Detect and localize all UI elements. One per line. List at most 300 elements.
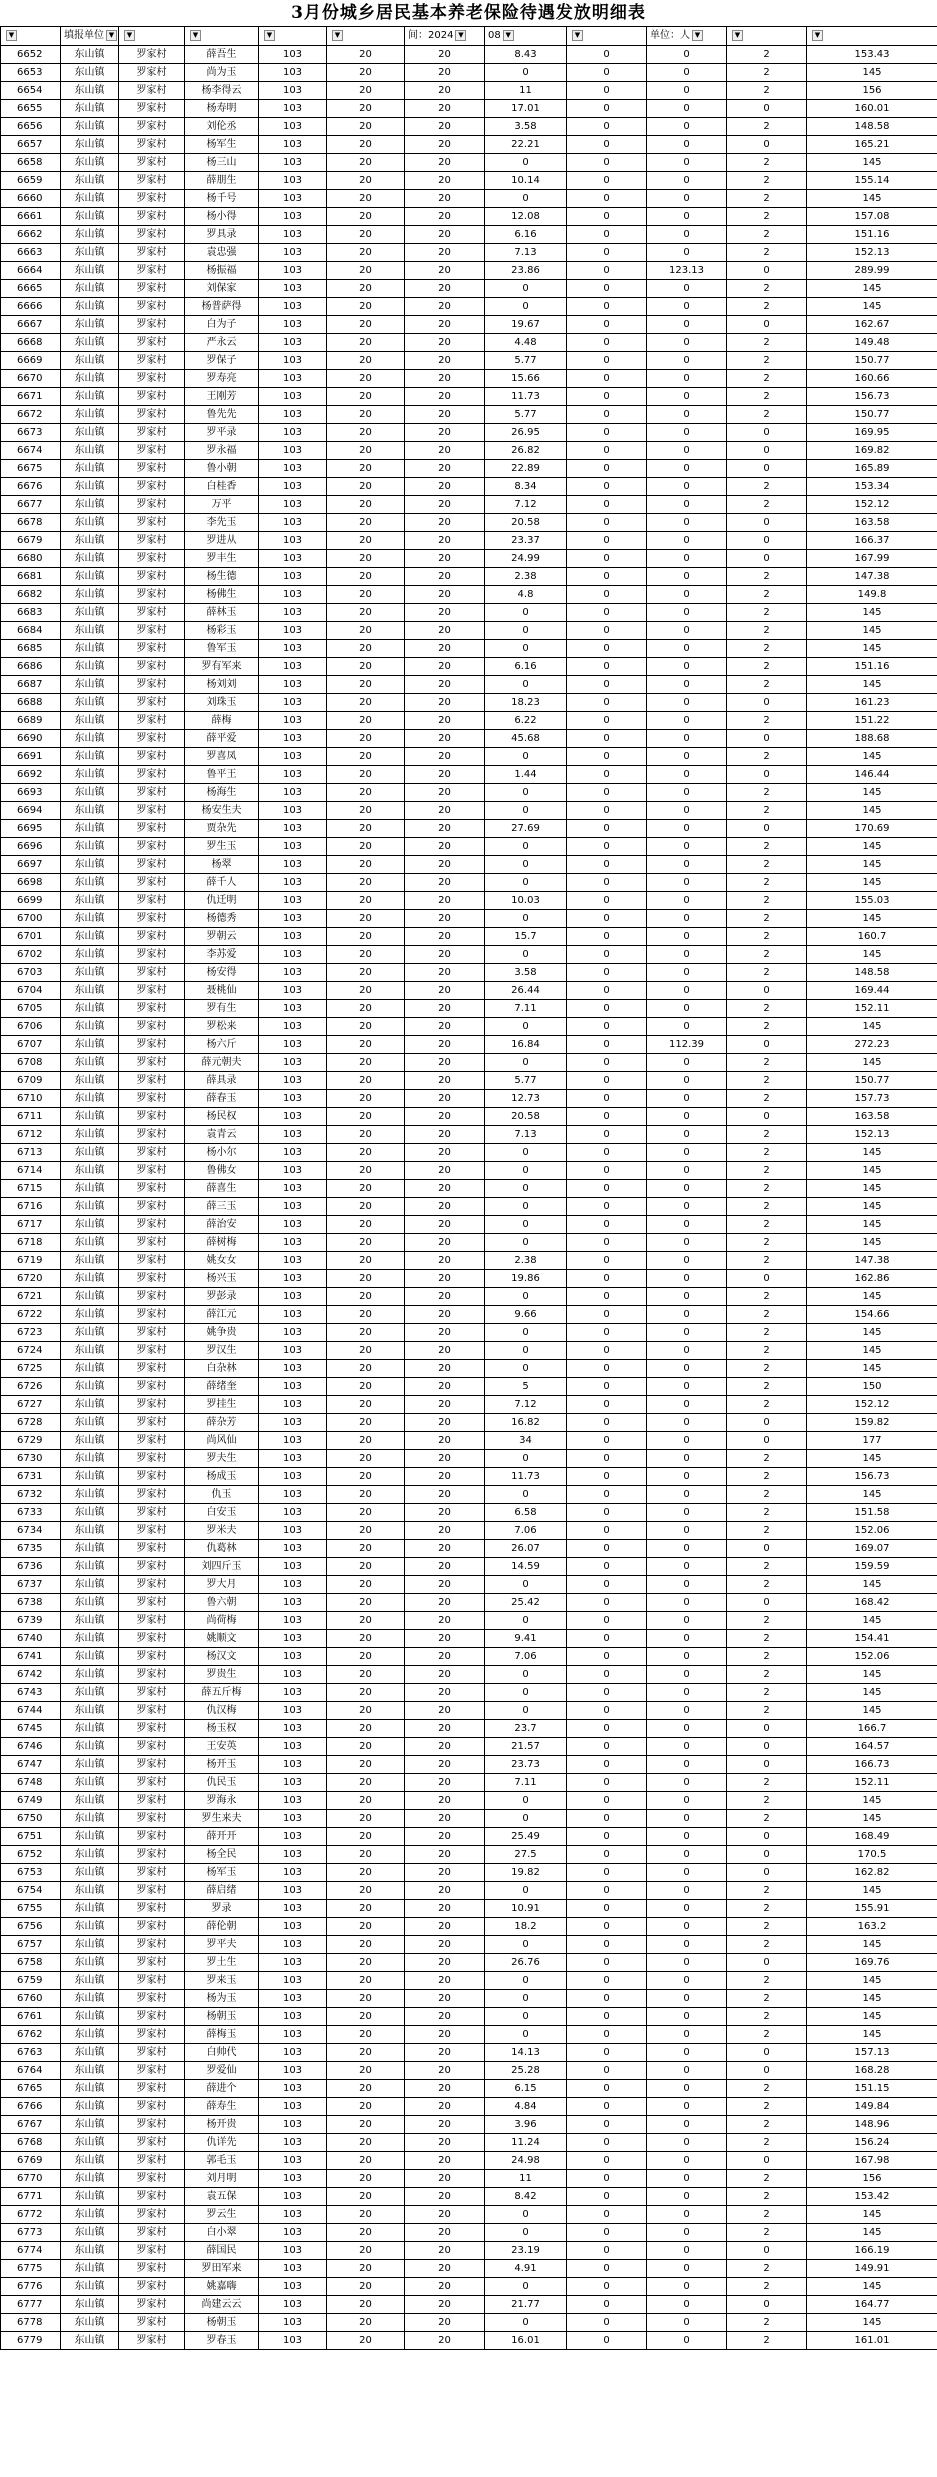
cell-personal-account[interactable]: 0 [485, 1180, 567, 1198]
cell-personal-account[interactable]: 0 [485, 1288, 567, 1306]
cell-base-pension[interactable]: 103 [259, 154, 327, 172]
cell-subsidy-b[interactable]: 20 [405, 1540, 485, 1558]
cell-allowance-a[interactable]: 0 [567, 2008, 647, 2026]
cell-allowance-c[interactable]: 2 [727, 748, 807, 766]
cell-allowance-a[interactable]: 0 [567, 1720, 647, 1738]
cell-base-pension[interactable]: 103 [259, 2098, 327, 2116]
cell-allowance-a[interactable]: 0 [567, 2080, 647, 2098]
cell-total-amount[interactable]: 145 [807, 190, 937, 208]
cell-allowance-c[interactable]: 0 [727, 262, 807, 280]
cell-subsidy-a[interactable]: 20 [327, 2008, 405, 2026]
cell-subsidy-b[interactable]: 20 [405, 154, 485, 172]
cell-subsidy-a[interactable]: 20 [327, 208, 405, 226]
cell-row-number[interactable]: 6759 [1, 1972, 61, 1990]
cell-total-amount[interactable]: 272.23 [807, 1036, 937, 1054]
cell-total-amount[interactable]: 168.28 [807, 2062, 937, 2080]
cell-subsidy-a[interactable]: 20 [327, 2062, 405, 2080]
cell-subsidy-a[interactable]: 20 [327, 1108, 405, 1126]
cell-subsidy-b[interactable]: 20 [405, 694, 485, 712]
cell-town[interactable]: 东山镇 [61, 478, 119, 496]
cell-person-name[interactable]: 罗云生 [185, 2206, 259, 2224]
cell-town[interactable]: 东山镇 [61, 64, 119, 82]
cell-allowance-a[interactable]: 0 [567, 1702, 647, 1720]
cell-subsidy-b[interactable]: 20 [405, 1954, 485, 1972]
cell-town[interactable]: 东山镇 [61, 1144, 119, 1162]
cell-allowance-a[interactable]: 0 [567, 2044, 647, 2062]
cell-town[interactable]: 东山镇 [61, 1756, 119, 1774]
cell-row-number[interactable]: 6715 [1, 1180, 61, 1198]
cell-subsidy-b[interactable]: 20 [405, 1936, 485, 1954]
cell-row-number[interactable]: 6732 [1, 1486, 61, 1504]
cell-subsidy-b[interactable]: 20 [405, 676, 485, 694]
cell-row-number[interactable]: 6735 [1, 1540, 61, 1558]
cell-village[interactable]: 罗家村 [119, 2188, 185, 2206]
cell-person-name[interactable]: 罗平夫 [185, 1936, 259, 1954]
cell-personal-account[interactable]: 0 [485, 1018, 567, 1036]
header-cell-3[interactable] [119, 27, 185, 46]
cell-allowance-b[interactable]: 0 [647, 190, 727, 208]
cell-subsidy-b[interactable]: 20 [405, 496, 485, 514]
cell-village[interactable]: 罗家村 [119, 1666, 185, 1684]
cell-subsidy-b[interactable]: 20 [405, 514, 485, 532]
cell-allowance-c[interactable]: 2 [727, 226, 807, 244]
cell-total-amount[interactable]: 145 [807, 838, 937, 856]
cell-person-name[interactable]: 仇葛林 [185, 1540, 259, 1558]
cell-allowance-b[interactable]: 0 [647, 2260, 727, 2278]
cell-town[interactable]: 东山镇 [61, 1684, 119, 1702]
cell-person-name[interactable]: 杨安得 [185, 964, 259, 982]
cell-allowance-a[interactable]: 0 [567, 2188, 647, 2206]
cell-total-amount[interactable]: 164.77 [807, 2296, 937, 2314]
cell-personal-account[interactable]: 12.08 [485, 208, 567, 226]
cell-allowance-a[interactable]: 0 [567, 514, 647, 532]
cell-subsidy-a[interactable]: 20 [327, 244, 405, 262]
cell-allowance-a[interactable]: 0 [567, 730, 647, 748]
cell-total-amount[interactable]: 145 [807, 1054, 937, 1072]
cell-town[interactable]: 东山镇 [61, 2242, 119, 2260]
cell-total-amount[interactable]: 146.44 [807, 766, 937, 784]
cell-subsidy-b[interactable]: 20 [405, 316, 485, 334]
cell-village[interactable]: 罗家村 [119, 1450, 185, 1468]
cell-subsidy-a[interactable]: 20 [327, 730, 405, 748]
cell-subsidy-b[interactable]: 20 [405, 1666, 485, 1684]
cell-base-pension[interactable]: 103 [259, 1108, 327, 1126]
cell-base-pension[interactable]: 103 [259, 1126, 327, 1144]
cell-allowance-b[interactable]: 0 [647, 1990, 727, 2008]
cell-subsidy-a[interactable]: 20 [327, 748, 405, 766]
cell-allowance-a[interactable]: 0 [567, 1450, 647, 1468]
cell-allowance-b[interactable]: 0 [647, 82, 727, 100]
cell-allowance-a[interactable]: 0 [567, 208, 647, 226]
cell-allowance-a[interactable]: 0 [567, 2134, 647, 2152]
cell-village[interactable]: 罗家村 [119, 676, 185, 694]
cell-allowance-a[interactable]: 0 [567, 424, 647, 442]
cell-person-name[interactable]: 杨佛生 [185, 586, 259, 604]
cell-allowance-c[interactable]: 0 [727, 1414, 807, 1432]
cell-person-name[interactable]: 杨三山 [185, 154, 259, 172]
cell-allowance-c[interactable]: 2 [727, 1972, 807, 1990]
cell-village[interactable]: 罗家村 [119, 2296, 185, 2314]
cell-subsidy-a[interactable]: 20 [327, 1234, 405, 1252]
cell-allowance-b[interactable]: 0 [647, 514, 727, 532]
cell-subsidy-b[interactable]: 20 [405, 1198, 485, 1216]
cell-base-pension[interactable]: 103 [259, 658, 327, 676]
cell-personal-account[interactable]: 15.66 [485, 370, 567, 388]
cell-allowance-b[interactable]: 0 [647, 748, 727, 766]
cell-row-number[interactable]: 6679 [1, 532, 61, 550]
cell-row-number[interactable]: 6738 [1, 1594, 61, 1612]
cell-town[interactable]: 东山镇 [61, 568, 119, 586]
cell-personal-account[interactable]: 25.28 [485, 2062, 567, 2080]
cell-person-name[interactable]: 杨小得 [185, 208, 259, 226]
filter-dropdown-icon[interactable]: ▼ [572, 30, 583, 41]
cell-total-amount[interactable]: 147.38 [807, 568, 937, 586]
cell-allowance-a[interactable]: 0 [567, 334, 647, 352]
cell-village[interactable]: 罗家村 [119, 1864, 185, 1882]
cell-personal-account[interactable]: 0 [485, 1882, 567, 1900]
cell-allowance-c[interactable]: 2 [727, 1684, 807, 1702]
cell-allowance-a[interactable]: 0 [567, 1756, 647, 1774]
cell-personal-account[interactable]: 0 [485, 910, 567, 928]
cell-person-name[interactable]: 薛吾生 [185, 46, 259, 64]
cell-town[interactable]: 东山镇 [61, 154, 119, 172]
cell-subsidy-a[interactable]: 20 [327, 1396, 405, 1414]
cell-personal-account[interactable]: 15.7 [485, 928, 567, 946]
cell-base-pension[interactable]: 103 [259, 1468, 327, 1486]
cell-person-name[interactable]: 王安英 [185, 1738, 259, 1756]
cell-allowance-b[interactable]: 0 [647, 370, 727, 388]
cell-person-name[interactable]: 罗海永 [185, 1792, 259, 1810]
cell-allowance-a[interactable]: 0 [567, 1468, 647, 1486]
cell-subsidy-b[interactable]: 20 [405, 604, 485, 622]
cell-town[interactable]: 东山镇 [61, 100, 119, 118]
cell-subsidy-b[interactable]: 20 [405, 2116, 485, 2134]
cell-allowance-c[interactable]: 2 [727, 2332, 807, 2350]
cell-allowance-c[interactable]: 0 [727, 1846, 807, 1864]
cell-subsidy-b[interactable]: 20 [405, 838, 485, 856]
cell-person-name[interactable]: 鲁平王 [185, 766, 259, 784]
cell-personal-account[interactable]: 0 [485, 1324, 567, 1342]
cell-allowance-a[interactable]: 0 [567, 1540, 647, 1558]
cell-personal-account[interactable]: 0 [485, 856, 567, 874]
cell-total-amount[interactable]: 145 [807, 1162, 937, 1180]
cell-subsidy-a[interactable]: 20 [327, 190, 405, 208]
cell-row-number[interactable]: 6752 [1, 1846, 61, 1864]
cell-personal-account[interactable]: 6.16 [485, 226, 567, 244]
cell-person-name[interactable]: 薛具录 [185, 1072, 259, 1090]
cell-allowance-a[interactable]: 0 [567, 46, 647, 64]
cell-village[interactable]: 罗家村 [119, 2008, 185, 2026]
cell-subsidy-b[interactable]: 20 [405, 172, 485, 190]
cell-person-name[interactable]: 尚建云云 [185, 2296, 259, 2314]
cell-allowance-b[interactable]: 0 [647, 730, 727, 748]
cell-allowance-b[interactable]: 0 [647, 496, 727, 514]
cell-allowance-a[interactable]: 0 [567, 1648, 647, 1666]
cell-total-amount[interactable]: 145 [807, 748, 937, 766]
cell-total-amount[interactable]: 145 [807, 2026, 937, 2044]
cell-allowance-c[interactable]: 0 [727, 1036, 807, 1054]
cell-village[interactable]: 罗家村 [119, 1882, 185, 1900]
cell-base-pension[interactable]: 103 [259, 1396, 327, 1414]
header-cell-7[interactable] [405, 27, 485, 46]
cell-subsidy-b[interactable]: 20 [405, 2332, 485, 2350]
cell-subsidy-a[interactable]: 20 [327, 298, 405, 316]
cell-allowance-b[interactable]: 0 [647, 1630, 727, 1648]
cell-allowance-a[interactable]: 0 [567, 874, 647, 892]
cell-town[interactable]: 东山镇 [61, 2170, 119, 2188]
cell-subsidy-a[interactable]: 20 [327, 676, 405, 694]
cell-allowance-b[interactable]: 0 [647, 1216, 727, 1234]
cell-allowance-a[interactable]: 0 [567, 1360, 647, 1378]
cell-person-name[interactable]: 杨振福 [185, 262, 259, 280]
cell-town[interactable]: 东山镇 [61, 1612, 119, 1630]
cell-subsidy-a[interactable]: 20 [327, 2260, 405, 2278]
cell-personal-account[interactable]: 8.34 [485, 478, 567, 496]
cell-village[interactable]: 罗家村 [119, 2224, 185, 2242]
cell-row-number[interactable]: 6743 [1, 1684, 61, 1702]
cell-subsidy-a[interactable]: 20 [327, 1198, 405, 1216]
cell-allowance-b[interactable]: 0 [647, 298, 727, 316]
cell-town[interactable]: 东山镇 [61, 856, 119, 874]
cell-subsidy-a[interactable]: 20 [327, 2314, 405, 2332]
cell-allowance-c[interactable]: 2 [727, 2314, 807, 2332]
cell-town[interactable]: 东山镇 [61, 1324, 119, 1342]
cell-allowance-c[interactable]: 2 [727, 1180, 807, 1198]
cell-base-pension[interactable]: 103 [259, 964, 327, 982]
cell-allowance-b[interactable]: 0 [647, 1774, 727, 1792]
cell-subsidy-b[interactable]: 20 [405, 1738, 485, 1756]
cell-row-number[interactable]: 6749 [1, 1792, 61, 1810]
cell-base-pension[interactable]: 103 [259, 208, 327, 226]
cell-base-pension[interactable]: 103 [259, 766, 327, 784]
cell-base-pension[interactable]: 103 [259, 1540, 327, 1558]
cell-allowance-b[interactable]: 0 [647, 1486, 727, 1504]
cell-row-number[interactable]: 6721 [1, 1288, 61, 1306]
cell-row-number[interactable]: 6739 [1, 1612, 61, 1630]
cell-subsidy-b[interactable]: 20 [405, 2188, 485, 2206]
cell-allowance-b[interactable]: 0 [647, 208, 727, 226]
cell-allowance-b[interactable]: 0 [647, 1252, 727, 1270]
header-cell-9[interactable] [567, 27, 647, 46]
cell-village[interactable]: 罗家村 [119, 1180, 185, 1198]
cell-allowance-a[interactable]: 0 [567, 2332, 647, 2350]
cell-base-pension[interactable]: 103 [259, 2224, 327, 2242]
cell-allowance-c[interactable]: 2 [727, 1792, 807, 1810]
cell-village[interactable]: 罗家村 [119, 2080, 185, 2098]
cell-subsidy-a[interactable]: 20 [327, 2152, 405, 2170]
cell-allowance-c[interactable]: 2 [727, 64, 807, 82]
cell-person-name[interactable]: 白帅代 [185, 2044, 259, 2062]
cell-allowance-c[interactable]: 2 [727, 1252, 807, 1270]
cell-allowance-c[interactable]: 2 [727, 2008, 807, 2026]
cell-row-number[interactable]: 6683 [1, 604, 61, 622]
cell-person-name[interactable]: 罗汉生 [185, 1342, 259, 1360]
cell-allowance-c[interactable]: 0 [727, 2296, 807, 2314]
cell-allowance-b[interactable]: 0 [647, 1396, 727, 1414]
cell-town[interactable]: 东山镇 [61, 244, 119, 262]
cell-subsidy-a[interactable]: 20 [327, 2206, 405, 2224]
cell-personal-account[interactable]: 3.96 [485, 2116, 567, 2134]
cell-person-name[interactable]: 薛启绪 [185, 1882, 259, 1900]
cell-total-amount[interactable]: 156 [807, 2170, 937, 2188]
cell-subsidy-b[interactable]: 20 [405, 640, 485, 658]
cell-person-name[interactable]: 罗来玉 [185, 1972, 259, 1990]
cell-allowance-a[interactable]: 0 [567, 748, 647, 766]
cell-allowance-a[interactable]: 0 [567, 676, 647, 694]
cell-person-name[interactable]: 杨生德 [185, 568, 259, 586]
cell-row-number[interactable]: 6762 [1, 2026, 61, 2044]
cell-subsidy-a[interactable]: 20 [327, 1936, 405, 1954]
cell-subsidy-b[interactable]: 20 [405, 1630, 485, 1648]
cell-person-name[interactable]: 罗生来夫 [185, 1810, 259, 1828]
cell-allowance-b[interactable]: 0 [647, 1342, 727, 1360]
cell-subsidy-a[interactable]: 20 [327, 1900, 405, 1918]
cell-personal-account[interactable]: 7.12 [485, 496, 567, 514]
cell-person-name[interactable]: 罗具录 [185, 226, 259, 244]
cell-town[interactable]: 东山镇 [61, 550, 119, 568]
cell-allowance-a[interactable]: 0 [567, 496, 647, 514]
cell-allowance-c[interactable]: 0 [727, 1108, 807, 1126]
cell-town[interactable]: 东山镇 [61, 514, 119, 532]
cell-person-name[interactable]: 杨军玉 [185, 1864, 259, 1882]
cell-subsidy-b[interactable]: 20 [405, 1756, 485, 1774]
cell-town[interactable]: 东山镇 [61, 766, 119, 784]
cell-total-amount[interactable]: 151.22 [807, 712, 937, 730]
cell-allowance-c[interactable]: 2 [727, 154, 807, 172]
cell-allowance-c[interactable]: 0 [727, 730, 807, 748]
cell-subsidy-b[interactable]: 20 [405, 1252, 485, 1270]
cell-row-number[interactable]: 6730 [1, 1450, 61, 1468]
cell-row-number[interactable]: 6741 [1, 1648, 61, 1666]
cell-town[interactable]: 东山镇 [61, 1522, 119, 1540]
cell-base-pension[interactable]: 103 [259, 1000, 327, 1018]
cell-subsidy-a[interactable]: 20 [327, 442, 405, 460]
cell-base-pension[interactable]: 103 [259, 460, 327, 478]
cell-total-amount[interactable]: 157.08 [807, 208, 937, 226]
cell-total-amount[interactable]: 145 [807, 1342, 937, 1360]
cell-person-name[interactable]: 罗寿亮 [185, 370, 259, 388]
cell-subsidy-b[interactable]: 20 [405, 2314, 485, 2332]
cell-allowance-a[interactable]: 0 [567, 766, 647, 784]
cell-personal-account[interactable]: 23.19 [485, 2242, 567, 2260]
cell-person-name[interactable]: 薛进个 [185, 2080, 259, 2098]
cell-village[interactable]: 罗家村 [119, 1828, 185, 1846]
cell-village[interactable]: 罗家村 [119, 568, 185, 586]
cell-village[interactable]: 罗家村 [119, 280, 185, 298]
cell-subsidy-b[interactable]: 20 [405, 1594, 485, 1612]
cell-personal-account[interactable]: 23.37 [485, 532, 567, 550]
cell-town[interactable]: 东山镇 [61, 802, 119, 820]
cell-subsidy-a[interactable]: 20 [327, 694, 405, 712]
cell-person-name[interactable]: 李苏爱 [185, 946, 259, 964]
cell-total-amount[interactable]: 152.13 [807, 244, 937, 262]
cell-subsidy-b[interactable]: 20 [405, 2062, 485, 2080]
cell-person-name[interactable]: 薛千人 [185, 874, 259, 892]
cell-subsidy-b[interactable]: 20 [405, 1774, 485, 1792]
cell-village[interactable]: 罗家村 [119, 1846, 185, 1864]
cell-row-number[interactable]: 6733 [1, 1504, 61, 1522]
cell-base-pension[interactable]: 103 [259, 334, 327, 352]
cell-row-number[interactable]: 6653 [1, 64, 61, 82]
cell-village[interactable]: 罗家村 [119, 1468, 185, 1486]
cell-person-name[interactable]: 仇迁明 [185, 892, 259, 910]
cell-village[interactable]: 罗家村 [119, 100, 185, 118]
cell-total-amount[interactable]: 159.59 [807, 1558, 937, 1576]
cell-allowance-c[interactable]: 0 [727, 1738, 807, 1756]
cell-base-pension[interactable]: 103 [259, 586, 327, 604]
cell-total-amount[interactable]: 170.5 [807, 1846, 937, 1864]
cell-allowance-c[interactable]: 2 [727, 802, 807, 820]
cell-personal-account[interactable]: 10.91 [485, 1900, 567, 1918]
cell-village[interactable]: 罗家村 [119, 1990, 185, 2008]
cell-total-amount[interactable]: 161.01 [807, 2332, 937, 2350]
cell-personal-account[interactable]: 7.13 [485, 1126, 567, 1144]
cell-row-number[interactable]: 6668 [1, 334, 61, 352]
cell-person-name[interactable]: 袁五保 [185, 2188, 259, 2206]
cell-allowance-a[interactable]: 0 [567, 1432, 647, 1450]
cell-subsidy-b[interactable]: 20 [405, 388, 485, 406]
cell-base-pension[interactable]: 103 [259, 1648, 327, 1666]
cell-allowance-a[interactable]: 0 [567, 910, 647, 928]
cell-subsidy-a[interactable]: 20 [327, 1792, 405, 1810]
cell-allowance-c[interactable]: 2 [727, 946, 807, 964]
cell-base-pension[interactable]: 103 [259, 1774, 327, 1792]
cell-town[interactable]: 东山镇 [61, 1108, 119, 1126]
cell-allowance-c[interactable]: 2 [727, 1072, 807, 1090]
cell-person-name[interactable]: 仇民玉 [185, 1774, 259, 1792]
cell-allowance-c[interactable]: 2 [727, 910, 807, 928]
cell-allowance-a[interactable]: 0 [567, 2098, 647, 2116]
cell-town[interactable]: 东山镇 [61, 586, 119, 604]
cell-allowance-b[interactable]: 0 [647, 1198, 727, 1216]
cell-allowance-a[interactable]: 0 [567, 712, 647, 730]
cell-town[interactable]: 东山镇 [61, 1090, 119, 1108]
cell-town[interactable]: 东山镇 [61, 1270, 119, 1288]
cell-total-amount[interactable]: 153.42 [807, 2188, 937, 2206]
cell-personal-account[interactable]: 0 [485, 2314, 567, 2332]
cell-town[interactable]: 东山镇 [61, 1774, 119, 1792]
cell-subsidy-b[interactable]: 20 [405, 1810, 485, 1828]
cell-allowance-b[interactable]: 0 [647, 1414, 727, 1432]
cell-allowance-c[interactable]: 0 [727, 2242, 807, 2260]
cell-subsidy-b[interactable]: 20 [405, 1036, 485, 1054]
cell-allowance-c[interactable]: 0 [727, 1828, 807, 1846]
cell-subsidy-a[interactable]: 20 [327, 2224, 405, 2242]
cell-subsidy-b[interactable]: 20 [405, 982, 485, 1000]
cell-total-amount[interactable]: 145 [807, 1972, 937, 1990]
cell-subsidy-a[interactable]: 20 [327, 1468, 405, 1486]
cell-allowance-a[interactable]: 0 [567, 604, 647, 622]
cell-total-amount[interactable]: 145 [807, 1180, 937, 1198]
cell-personal-account[interactable]: 0 [485, 1576, 567, 1594]
cell-allowance-b[interactable]: 0 [647, 604, 727, 622]
cell-subsidy-a[interactable]: 20 [327, 892, 405, 910]
cell-allowance-c[interactable]: 0 [727, 982, 807, 1000]
cell-personal-account[interactable]: 0 [485, 280, 567, 298]
cell-subsidy-b[interactable]: 20 [405, 2152, 485, 2170]
cell-row-number[interactable]: 6722 [1, 1306, 61, 1324]
cell-town[interactable]: 东山镇 [61, 2026, 119, 2044]
cell-town[interactable]: 东山镇 [61, 1936, 119, 1954]
cell-base-pension[interactable]: 103 [259, 1090, 327, 1108]
cell-person-name[interactable]: 杨李得云 [185, 82, 259, 100]
cell-base-pension[interactable]: 103 [259, 280, 327, 298]
cell-subsidy-b[interactable]: 20 [405, 1648, 485, 1666]
cell-total-amount[interactable]: 152.06 [807, 1648, 937, 1666]
cell-base-pension[interactable]: 103 [259, 1450, 327, 1468]
cell-town[interactable]: 东山镇 [61, 604, 119, 622]
cell-allowance-b[interactable]: 0 [647, 1288, 727, 1306]
